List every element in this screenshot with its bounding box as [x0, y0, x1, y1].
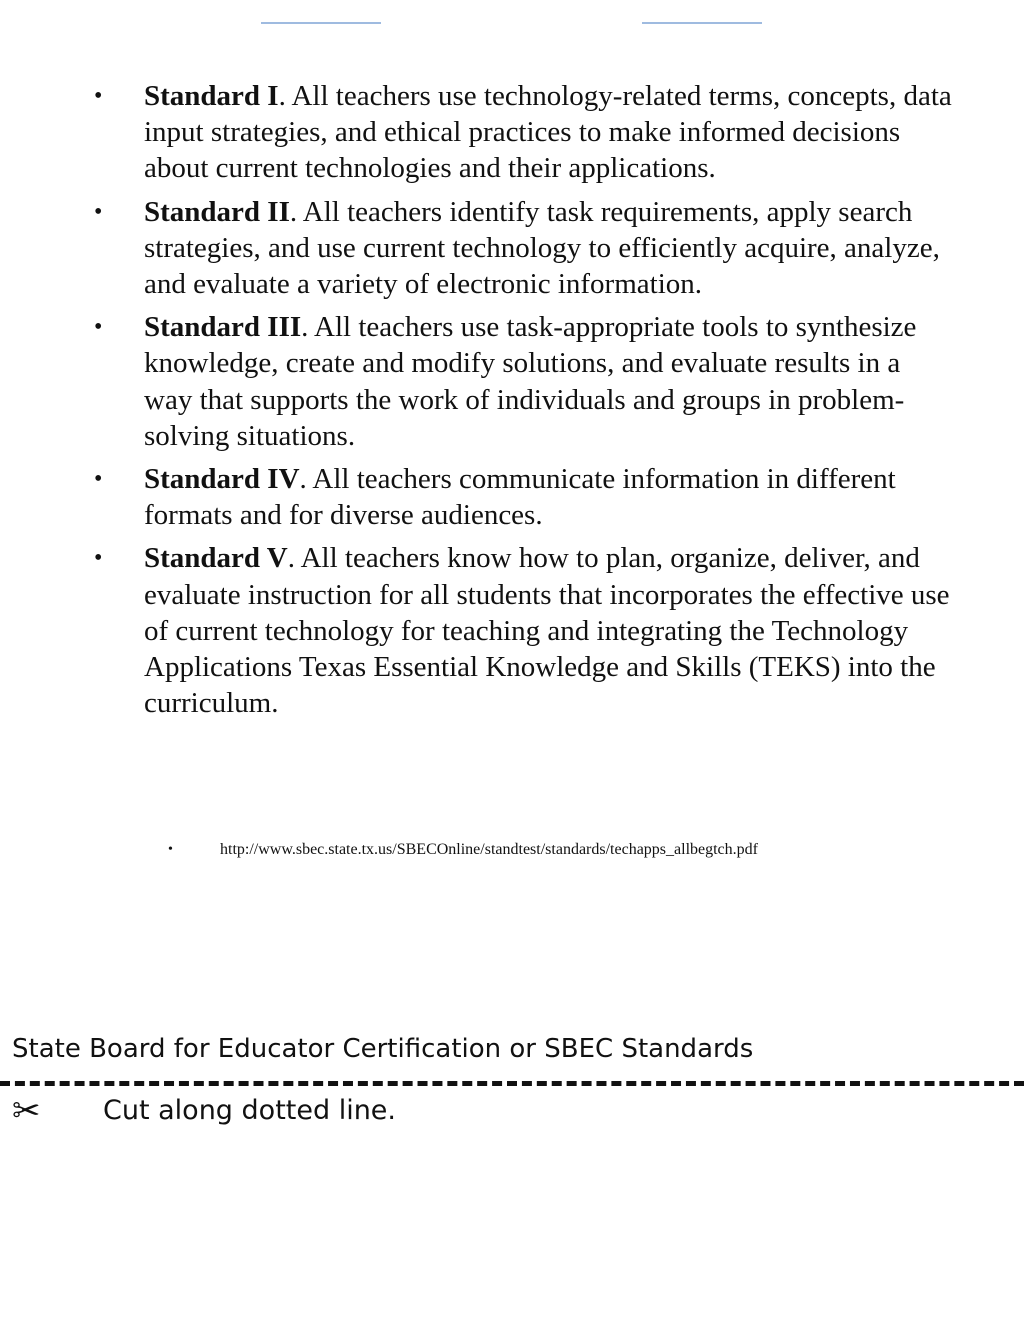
standard-title: Standard III [144, 311, 302, 344]
dashed-cut-line [0, 1081, 1024, 1086]
cut-instruction: Cut along dotted line. [103, 1095, 397, 1126]
source-url[interactable]: http://www.sbec.state.tx.us/SBECOnline/standtest/standards/techapps_allbegtch.pdf [220, 841, 758, 858]
top-left-rule [261, 22, 381, 24]
standard-text: . All teachers know how to plan, organize, deliver, and evaluate instruction for all students that incorporates the effective use of current technology for teaching and integrating the Technology Applications Texas Essential Knowledge and Skills (TEKS) into the curriculum. [144, 542, 950, 720]
scissors-icon: ✂ [12, 1091, 41, 1131]
bullet-icon: • [168, 842, 173, 857]
bullet-icon: • [94, 198, 103, 225]
standard-text: . All teachers identify task requirements, apply search strategies, and use current technology to efficiently acquire, analyze, and evaluate a variety of electronic information. [144, 195, 940, 301]
footer-title: State Board for Educator Certification or SBEC Standards [12, 1034, 754, 1064]
standard-title: Standard V [144, 542, 288, 575]
bullet-icon: • [94, 545, 103, 572]
bullet-icon: • [94, 466, 103, 493]
standard-text: . All teachers communicate information in different formats and for diverse audiences. [144, 463, 896, 532]
standard-item-1 [0, 78, 1024, 187]
standard-item-3 [0, 309, 1024, 454]
standard-text: . All teachers use task-appropriate tools to synthesize knowledge, create and modify solutions, and evaluate results in a way that supports the work of individuals and groups in problem-solving situations. [144, 311, 917, 452]
standard-title: Standard IV [144, 463, 300, 496]
standard-title: Standard I [144, 80, 279, 112]
standards-list [0, 78, 1024, 728]
standard-text: . All teachers use technology-related terms, concepts, data input strategies, and ethical practices to make informed decisions about current technologies and their applications. [144, 80, 952, 185]
standard-item-2 [0, 194, 1024, 303]
standard-item-5 [0, 540, 1024, 721]
standard-item-4 [0, 461, 1024, 533]
top-right-rule [642, 22, 762, 24]
bullet-icon: • [94, 314, 103, 341]
standard-title: Standard II [144, 195, 290, 228]
bullet-icon: • [94, 83, 103, 109]
